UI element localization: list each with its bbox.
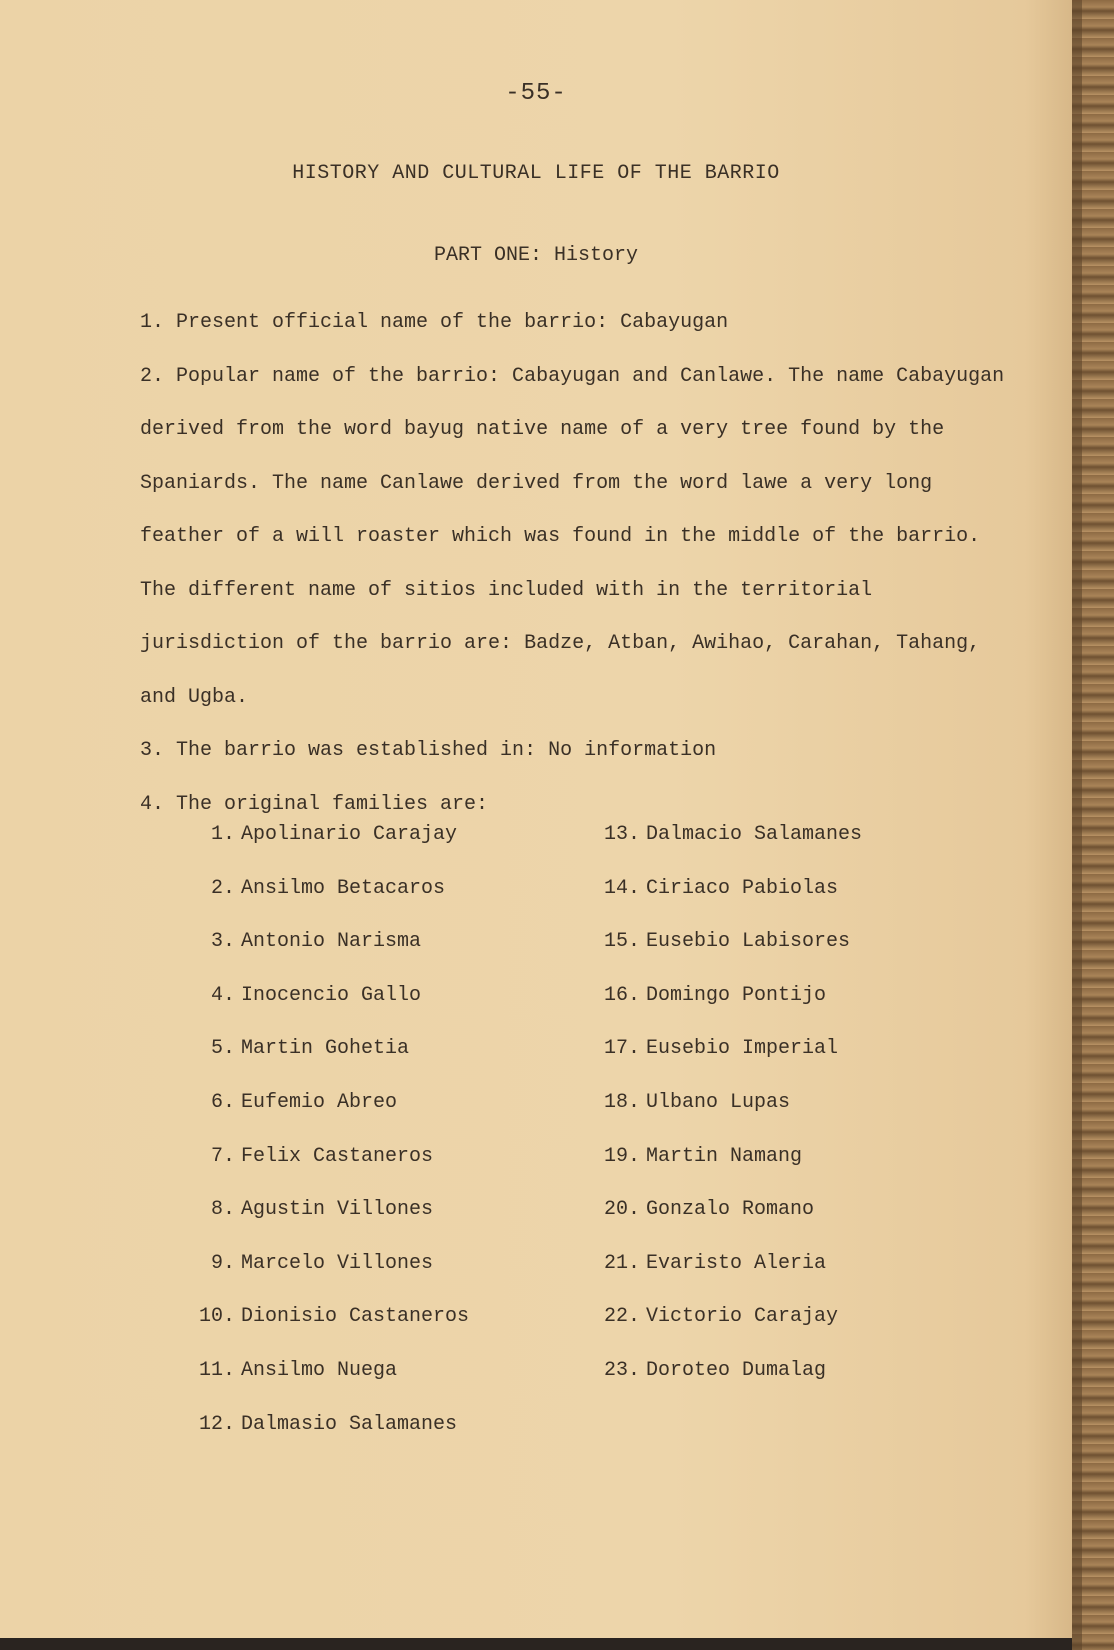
body-text xyxy=(140,296,1020,831)
family-list-right xyxy=(555,824,955,1414)
list-item: 19. Martin Namang xyxy=(603,1144,803,1168)
family-list-left xyxy=(140,824,540,1467)
list-item: 15. Eusebio Labisores xyxy=(603,930,851,954)
page-number: -55- xyxy=(505,80,567,107)
list-item: 17. Eusebio Imperial xyxy=(603,1037,839,1061)
page-title: HISTORY AND CULTURAL LIFE OF THE BARRIO xyxy=(292,162,780,185)
list-item: 18. Ulbano Lupas xyxy=(603,1090,791,1114)
section-heading: PART ONE: History xyxy=(433,244,639,267)
family-list xyxy=(140,823,1040,1436)
list-item: 20. Gonzalo Romano xyxy=(603,1198,815,1222)
list-item: 16. Domingo Pontijo xyxy=(603,983,827,1007)
item-official-name: 1. Present official name of the barrio: Cabayugan xyxy=(140,311,729,334)
list-item: 10. Dionisio Castaneros xyxy=(198,1305,470,1329)
item-original-families: 4. The original families are: xyxy=(140,792,489,816)
list-item: 23. Doroteo Dumalag xyxy=(603,1358,827,1382)
list-item: 1. Apolinario Carajay xyxy=(210,823,458,846)
list-item: 4. Inocencio Gallo xyxy=(210,983,422,1007)
list-item: 3. Antonio Narisma xyxy=(210,930,422,954)
item-popular-name: 2. Popular name of the barrio: Cabayugan and Canlawe. The name Cabayugan derived from the word bayug native name of a very tree found by the Spaniards. The name Canlawe derived from the word lawe a very long feather of a will roaster which was found in the middle of the barrio. The different name of sitios included with in the territorial jurisdiction of the barrio are: Badze, Atban, Awihao, Carahan, Tahang, and Ugba. xyxy=(140,364,1005,709)
list-item: 22. Victorio Carajay xyxy=(603,1305,839,1329)
list-item: 11. Ansilmo Nuega xyxy=(198,1358,398,1382)
list-item: 14. Ciriaco Pabiolas xyxy=(603,876,839,900)
list-item: 7. Felix Castaneros xyxy=(210,1144,434,1168)
list-item: 9. Marcelo Villones xyxy=(210,1251,434,1275)
scan-bottom-strip xyxy=(0,1638,1072,1650)
list-item: 12. Dalmasio Salamanes xyxy=(198,1412,458,1436)
list-item: 5. Martin Gohetia xyxy=(210,1037,410,1061)
book-binding-edge xyxy=(1072,0,1114,1650)
list-item: 21. Evaristo Aleria xyxy=(603,1251,827,1275)
list-item: 8. Agustin Villones xyxy=(210,1198,434,1222)
list-item: 13. Dalmacio Salamanes xyxy=(603,823,863,846)
list-item: 2. Ansilmo Betacaros xyxy=(210,876,446,900)
list-item: 6. Eufemio Abreo xyxy=(210,1090,398,1114)
item-established: 3. The barrio was established in: No information xyxy=(140,739,717,762)
